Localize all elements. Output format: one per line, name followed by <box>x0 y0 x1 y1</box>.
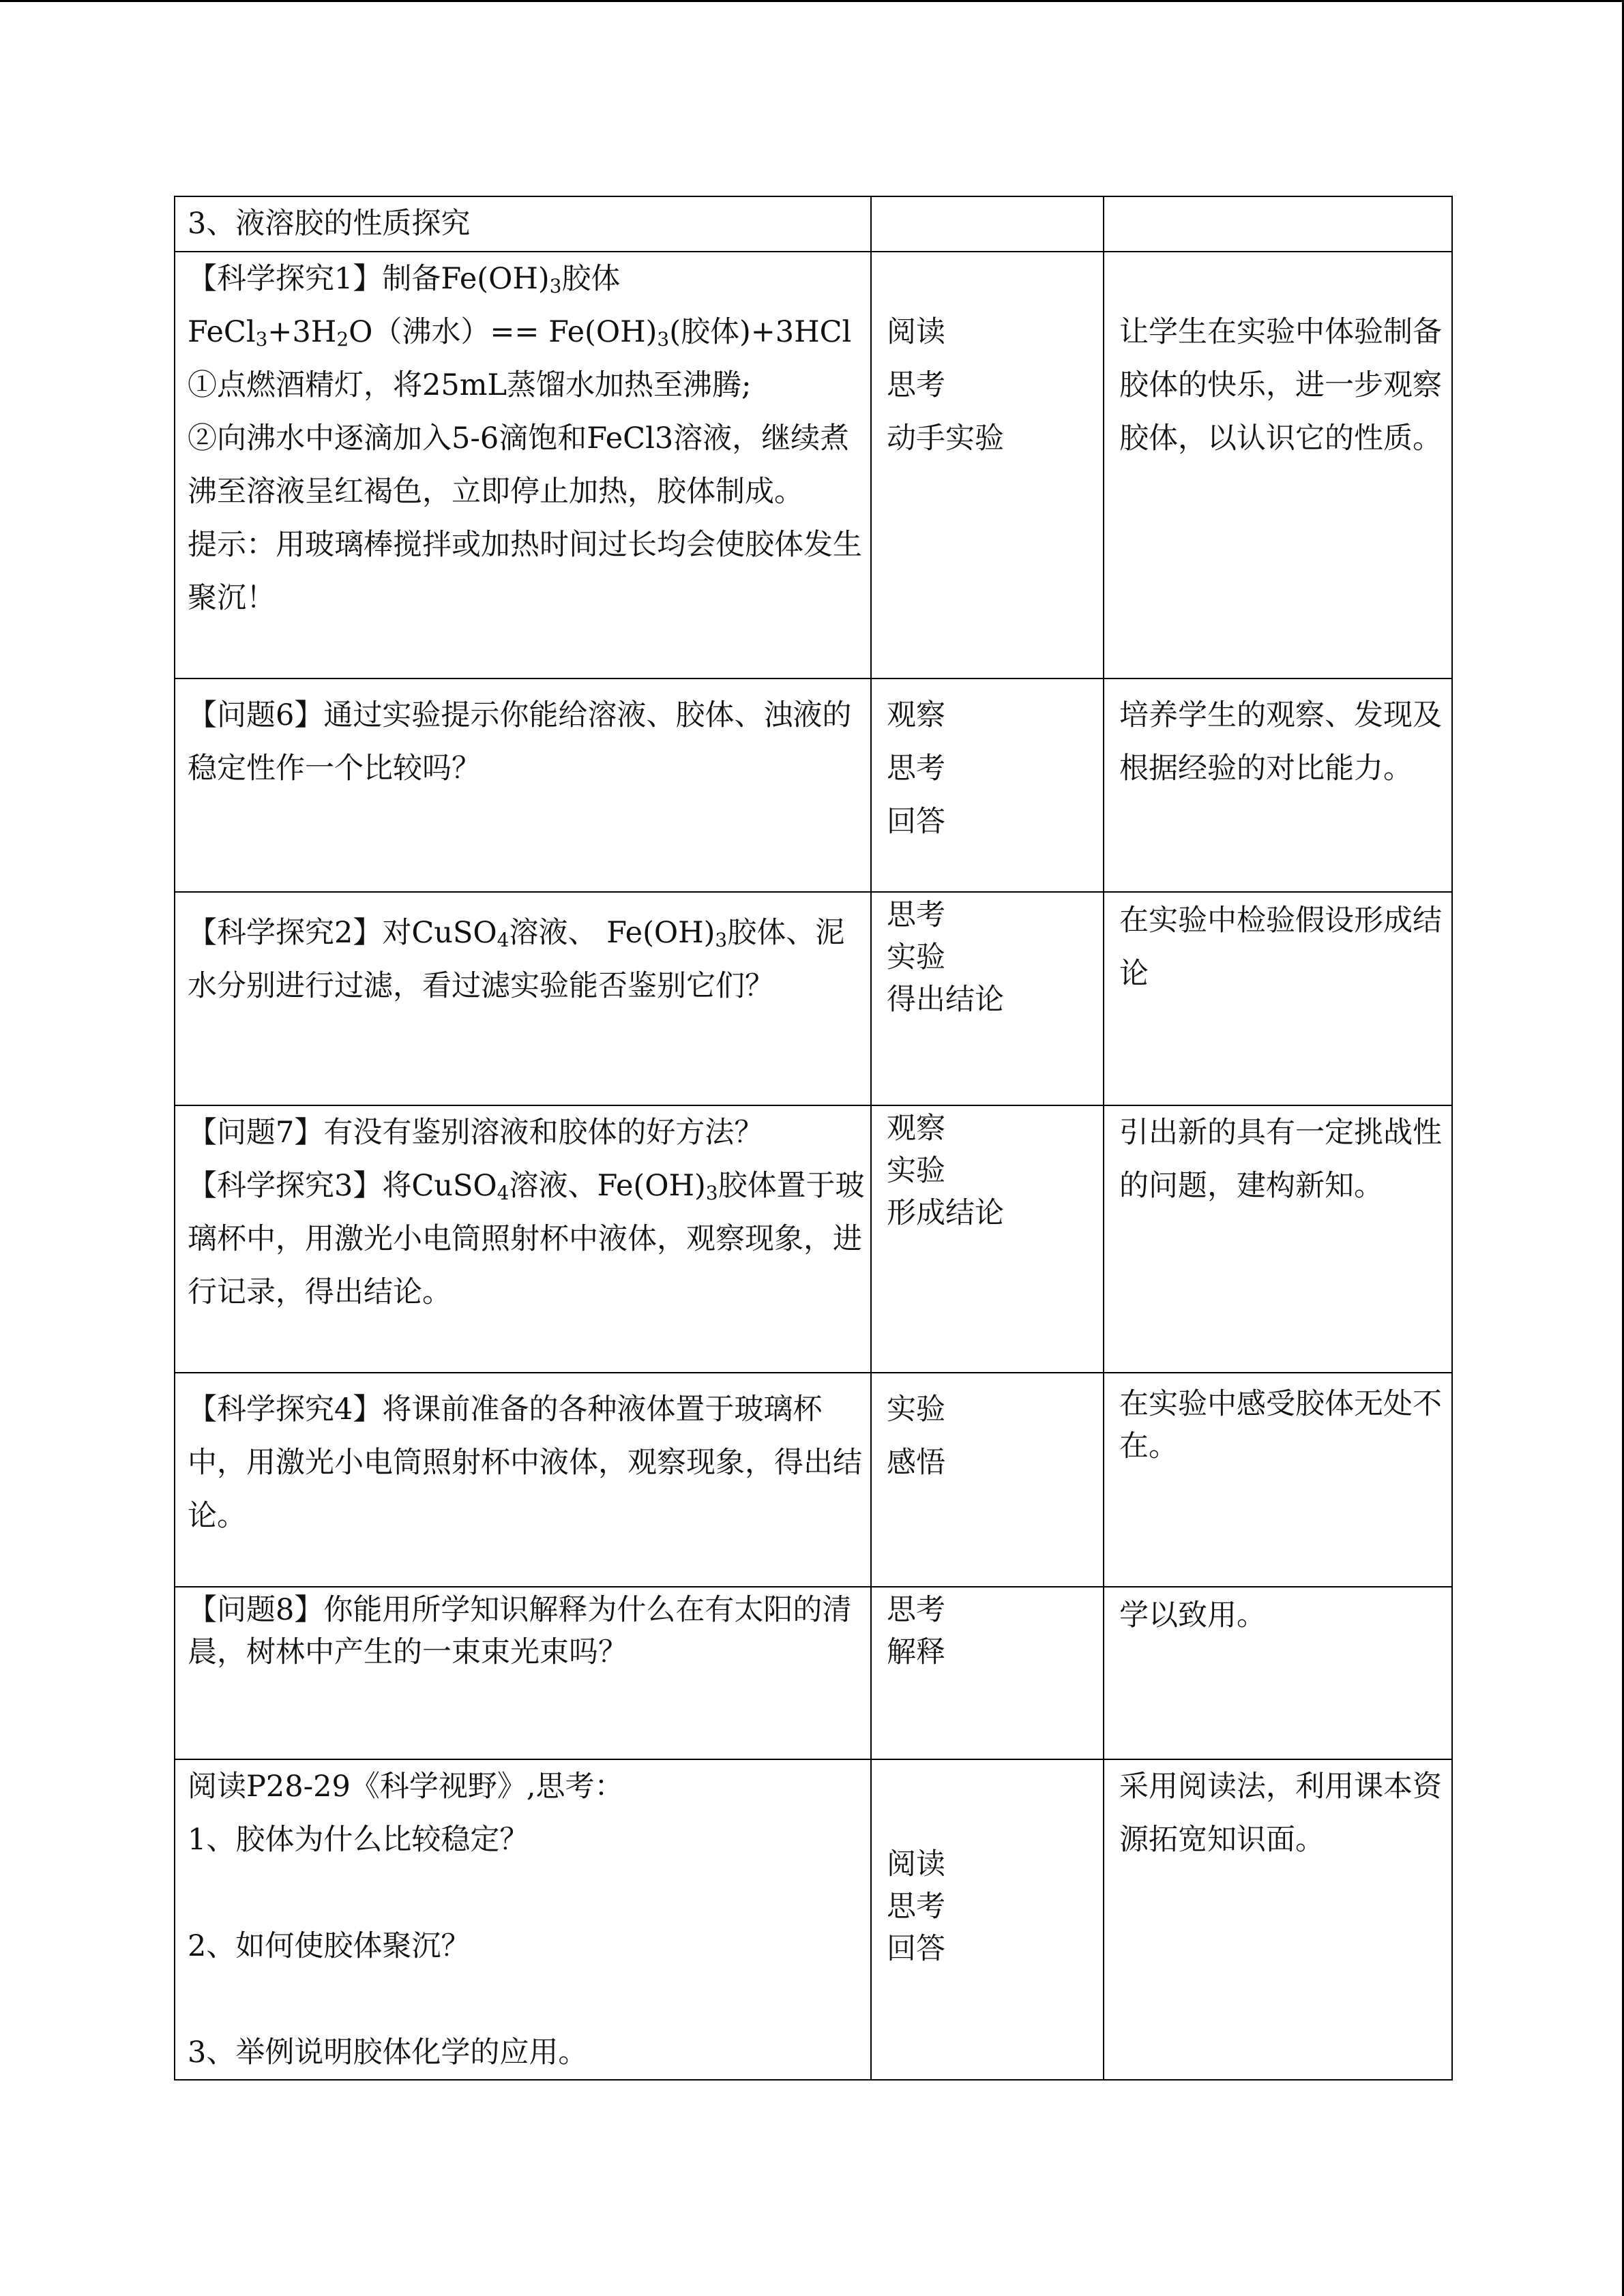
intent-cell <box>1104 1587 1452 1759</box>
activity-item: 思考 <box>887 1890 945 1924</box>
reaction-equation: $FeCl_3+3H_2O$（沸水）== $Fe(OH)_3$(胶体)+3HCl <box>188 315 852 351</box>
activity-item: 形成结论 <box>887 1196 1004 1230</box>
experiment-step-2: ②向沸水中逐滴加入5-6滴饱和FeCl3溶液，继续煮沸至溶液呈红褐色，立即停止加热，胶体制成。 <box>188 421 850 509</box>
design-intent: 在实验中感受胶体无处不在。 <box>1119 1387 1442 1463</box>
table-row <box>175 196 1452 252</box>
reading-prompt: 阅读P28-29《科学视野》,思考： <box>188 1770 624 1804</box>
activity-item: 得出结论 <box>887 983 1004 1017</box>
experiment-2: 【科学探究2】对CuSO$_4$溶液、 $Fe(OH)_3$胶体、泥水分别进行过滤，看过滤实验能否鉴别它们？ <box>188 916 845 1003</box>
content-cell <box>175 679 871 892</box>
content-cell <box>175 1759 871 2080</box>
content-cell <box>175 1373 871 1587</box>
activity-item: 思考 <box>887 1593 945 1627</box>
activity-cell <box>871 1105 1104 1373</box>
lesson-plan-table <box>174 196 1453 2081</box>
experiment-3: 【科学探究3】将CuSO$_4$溶液、$Fe(OH)_3$胶体置于玻璃杯中，用激光小电筒照射杯中液体，观察现象，进行记录，得出结论。 <box>188 1169 865 1309</box>
activity-cell <box>871 1373 1104 1587</box>
content-cell <box>175 1587 871 1759</box>
activity-item: 思考 <box>887 751 945 786</box>
table-row <box>175 1105 1452 1373</box>
experiment-4: 【科学探究4】将课前准备的各种液体置于玻璃杯中，用激光小电筒照射杯中液体，观察现象，得出结论。 <box>188 1392 862 1533</box>
activity-item: 观察 <box>887 698 945 732</box>
intent-cell <box>1104 892 1452 1105</box>
activity-item: 思考 <box>887 898 945 932</box>
activity-cell <box>871 1759 1104 2080</box>
table-row <box>175 1587 1452 1759</box>
question-7: 【问题7】有没有鉴别溶液和胶体的好方法？ <box>188 1116 764 1150</box>
activity-item: 感悟 <box>887 1446 945 1480</box>
design-intent: 让学生在实验中体验制备胶体的快乐，进一步观察胶体，以认识它的性质。 <box>1119 315 1442 456</box>
question-6: 【问题6】通过实验提示你能给溶液、胶体、浊液的稳定性作一个比较吗？ <box>188 698 852 786</box>
question-8: 【问题8】你能用所学知识解释为什么在有太阳的清晨，树林中产生的一束束光束吗？ <box>188 1593 852 1669</box>
table-row <box>175 892 1452 1105</box>
intent-cell <box>1104 679 1452 892</box>
intent-cell <box>1104 1373 1452 1587</box>
activity-item: 实验 <box>887 940 945 974</box>
intent-cell <box>1104 1759 1452 2080</box>
activity-item: 阅读 <box>887 1847 945 1881</box>
activity-cell <box>871 679 1104 892</box>
activity-item: 动手实验 <box>887 421 1004 456</box>
table-row <box>175 1759 1452 2080</box>
activity-cell <box>871 892 1104 1105</box>
experiment-tip: 提示：用玻璃棒搅拌或加热时间过长均会使胶体发生聚沉！ <box>188 528 862 615</box>
activity-cell <box>871 252 1104 679</box>
design-intent: 培养学生的观察、发现及根据经验的对比能力。 <box>1119 698 1442 786</box>
activity-item: 回答 <box>887 805 945 839</box>
activity-item: 观察 <box>887 1112 945 1146</box>
experiment-title: 【科学探究1】制备$Fe(OH)_3$胶体 <box>188 262 621 297</box>
content-cell <box>175 892 871 1105</box>
intent-cell <box>1104 1105 1452 1373</box>
design-intent: 采用阅读法，利用课本资源拓宽知识面。 <box>1119 1770 1442 1857</box>
activity-item: 实验 <box>887 1392 945 1427</box>
reading-question-3: 3、举例说明胶体化学的应用。 <box>188 2036 588 2070</box>
reading-question-2: 2、如何使胶体聚沉？ <box>188 1929 471 1963</box>
activity-cell <box>871 196 1104 252</box>
intent-cell <box>1104 252 1452 679</box>
activity-item: 实验 <box>887 1154 945 1188</box>
table-row <box>175 679 1452 892</box>
content-cell <box>175 196 871 252</box>
design-intent: 在实验中检验假设形成结论 <box>1119 904 1442 991</box>
activity-item: 思考 <box>887 368 945 402</box>
experiment-step-1: ①点燃酒精灯，将25mL蒸馏水加热至沸腾; <box>188 368 752 402</box>
table-row <box>175 1373 1452 1587</box>
content-cell <box>175 252 871 679</box>
design-intent: 学以致用。 <box>1119 1598 1266 1632</box>
section-heading: 3、液溶胶的性质探究 <box>188 207 471 241</box>
activity-item: 回答 <box>887 1932 945 1966</box>
activity-item: 解释 <box>887 1635 945 1669</box>
reading-question-1: 1、胶体为什么比较稳定？ <box>188 1823 529 1857</box>
design-intent: 引出新的具有一定挑战性的问题，建构新知。 <box>1119 1116 1442 1203</box>
intent-cell <box>1104 196 1452 252</box>
activity-item: 阅读 <box>887 315 945 349</box>
content-cell <box>175 1105 871 1373</box>
table-row <box>175 252 1452 679</box>
activity-cell <box>871 1587 1104 1759</box>
page-border-top <box>0 0 1624 2</box>
